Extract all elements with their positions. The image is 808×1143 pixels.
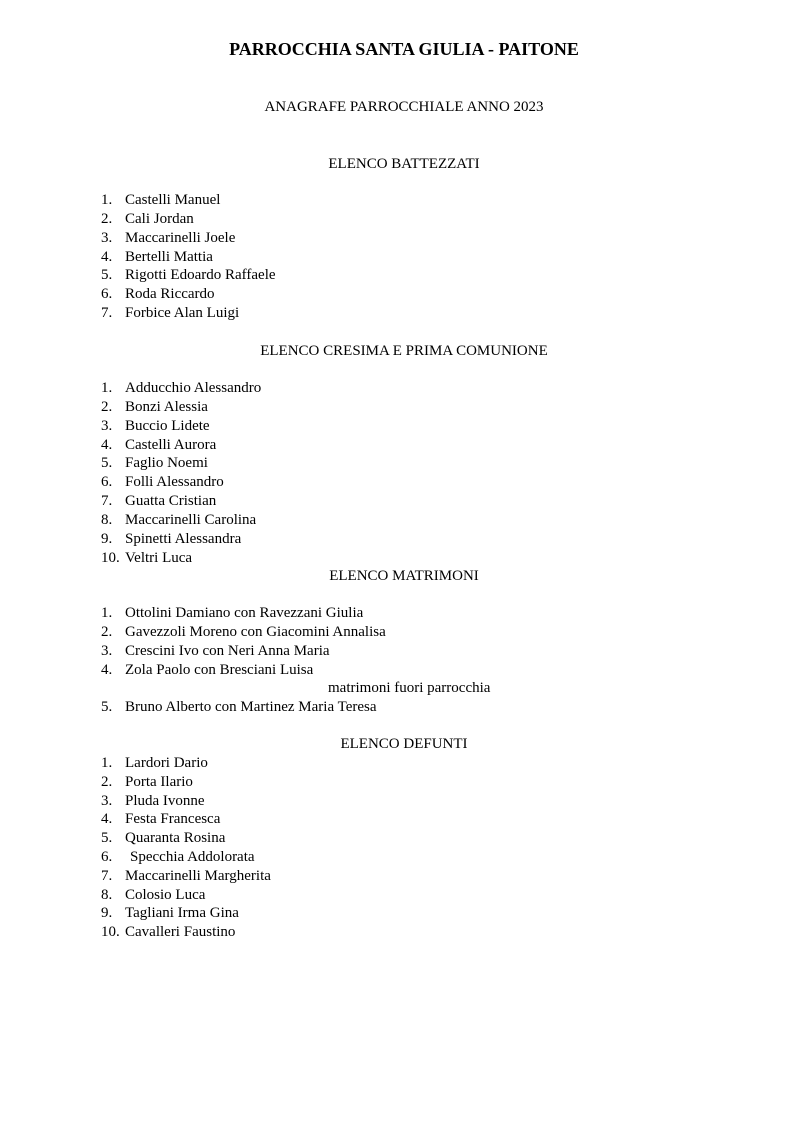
list-item-number: 6. [101, 474, 113, 491]
list-item-name: Folli Alessandro [125, 474, 224, 491]
list-item-number: 3. [101, 229, 113, 246]
list-item-number: 4. [101, 661, 113, 678]
list-item-name: Tagliani Irma Gina [125, 905, 239, 922]
list-item-number: 7. [101, 493, 113, 510]
list-item-name: Colosio Luca [125, 886, 206, 903]
list-item-number: 4. [101, 811, 113, 828]
list-item-number: 5. [101, 267, 113, 284]
list-item-number: 6. [101, 286, 113, 303]
list-item-number: 3. [101, 642, 113, 659]
list-item-name: Porta Ilario [125, 773, 193, 790]
list-item-number: 1. [101, 380, 113, 396]
list-item-number: 3. [101, 792, 113, 809]
document-subtitle: ANAGRAFE PARROCCHIALE ANNO 2023 [264, 99, 544, 115]
list-item-number: 2. [101, 398, 113, 415]
list-item-number: 1. [101, 192, 113, 208]
list-item-number: 10. [101, 924, 120, 941]
list-item-name: Ottolini Damiano con Ravezzani Giulia [125, 605, 364, 621]
list-item-name: Faglio Noemi [125, 455, 208, 472]
list-item-number: 6. [101, 849, 113, 865]
list-item-name: Maccarinelli Joele [125, 229, 236, 246]
section-heading-defunti: ELENCO DEFUNTI [340, 736, 468, 752]
list-item-name: Festa Francesca [125, 811, 221, 828]
list-item-number: 8. [101, 511, 113, 528]
list-item-name: Zola Paolo con Bresciani Luisa [125, 661, 314, 678]
list-item-number: 7. [101, 305, 113, 322]
list-item-name: Rigotti Edoardo Raffaele [125, 267, 276, 284]
list-item-name: Guatta Cristian [125, 493, 217, 510]
list-item-number: 5. [101, 699, 113, 715]
list-item-name: Bruno Alberto con Martinez Maria Teresa [125, 699, 377, 715]
list-item-name: Bonzi Alessia [125, 398, 208, 415]
list-item-name: Maccarinelli Carolina [125, 511, 257, 528]
section-heading-cresima: ELENCO CRESIMA E PRIMA COMUNIONE [260, 343, 548, 359]
list-item-name: Lardori Dario [125, 755, 208, 771]
list-item-name: Cali Jordan [125, 210, 194, 227]
list-item-number: 4. [101, 436, 113, 453]
list-item-name: Castelli Manuel [125, 192, 221, 208]
matrimoni-outside-label: matrimoni fuori parrocchia [328, 680, 491, 696]
list-item-number: 7. [101, 867, 113, 884]
list-item-name: Roda Riccardo [125, 286, 215, 303]
list-item-name: Forbice Alan Luigi [125, 305, 240, 322]
list-item-name: Adducchio Alessandro [125, 380, 262, 396]
list-item-name: Cavalleri Faustino [125, 924, 236, 941]
section-heading-matrimoni: ELENCO MATRIMONI [329, 568, 479, 584]
document-title: PARROCCHIA SANTA GIULIA - PAITONE [229, 39, 579, 59]
list-item-number: 8. [101, 886, 113, 903]
list-item-name: Veltri Luca [125, 549, 193, 566]
list-item-number: 4. [101, 248, 113, 265]
list-item-number: 1. [101, 755, 113, 771]
list-item-name: Spinetti Alessandra [125, 530, 242, 547]
list-item-number: 9. [101, 905, 113, 922]
list-item-name: Buccio Lidete [125, 417, 210, 434]
list-item-number: 2. [101, 210, 113, 227]
list-item-number: 2. [101, 773, 113, 790]
list-item-number: 9. [101, 530, 113, 547]
list-item-name: Pluda Ivonne [125, 792, 205, 809]
list-item-name: Specchia Addolorata [130, 849, 255, 865]
list-item-name: Bertelli Mattia [125, 248, 213, 265]
list-item-name: Gavezzoli Moreno con Giacomini Annalisa [125, 623, 386, 640]
list-item-name: Crescini Ivo con Neri Anna Maria [125, 642, 330, 659]
list-item-name: Maccarinelli Margherita [125, 867, 271, 884]
list-item-number: 5. [101, 455, 113, 472]
list-item-number: 2. [101, 623, 113, 640]
list-item-number: 10. [101, 549, 120, 566]
list-item-number: 5. [101, 830, 113, 847]
list-item-number: 1. [101, 605, 113, 621]
section-heading-battezzati: ELENCO BATTEZZATI [328, 156, 480, 172]
list-item-number: 3. [101, 417, 113, 434]
list-item-name: Quaranta Rosina [125, 830, 226, 847]
list-item-name: Castelli Aurora [125, 436, 217, 453]
